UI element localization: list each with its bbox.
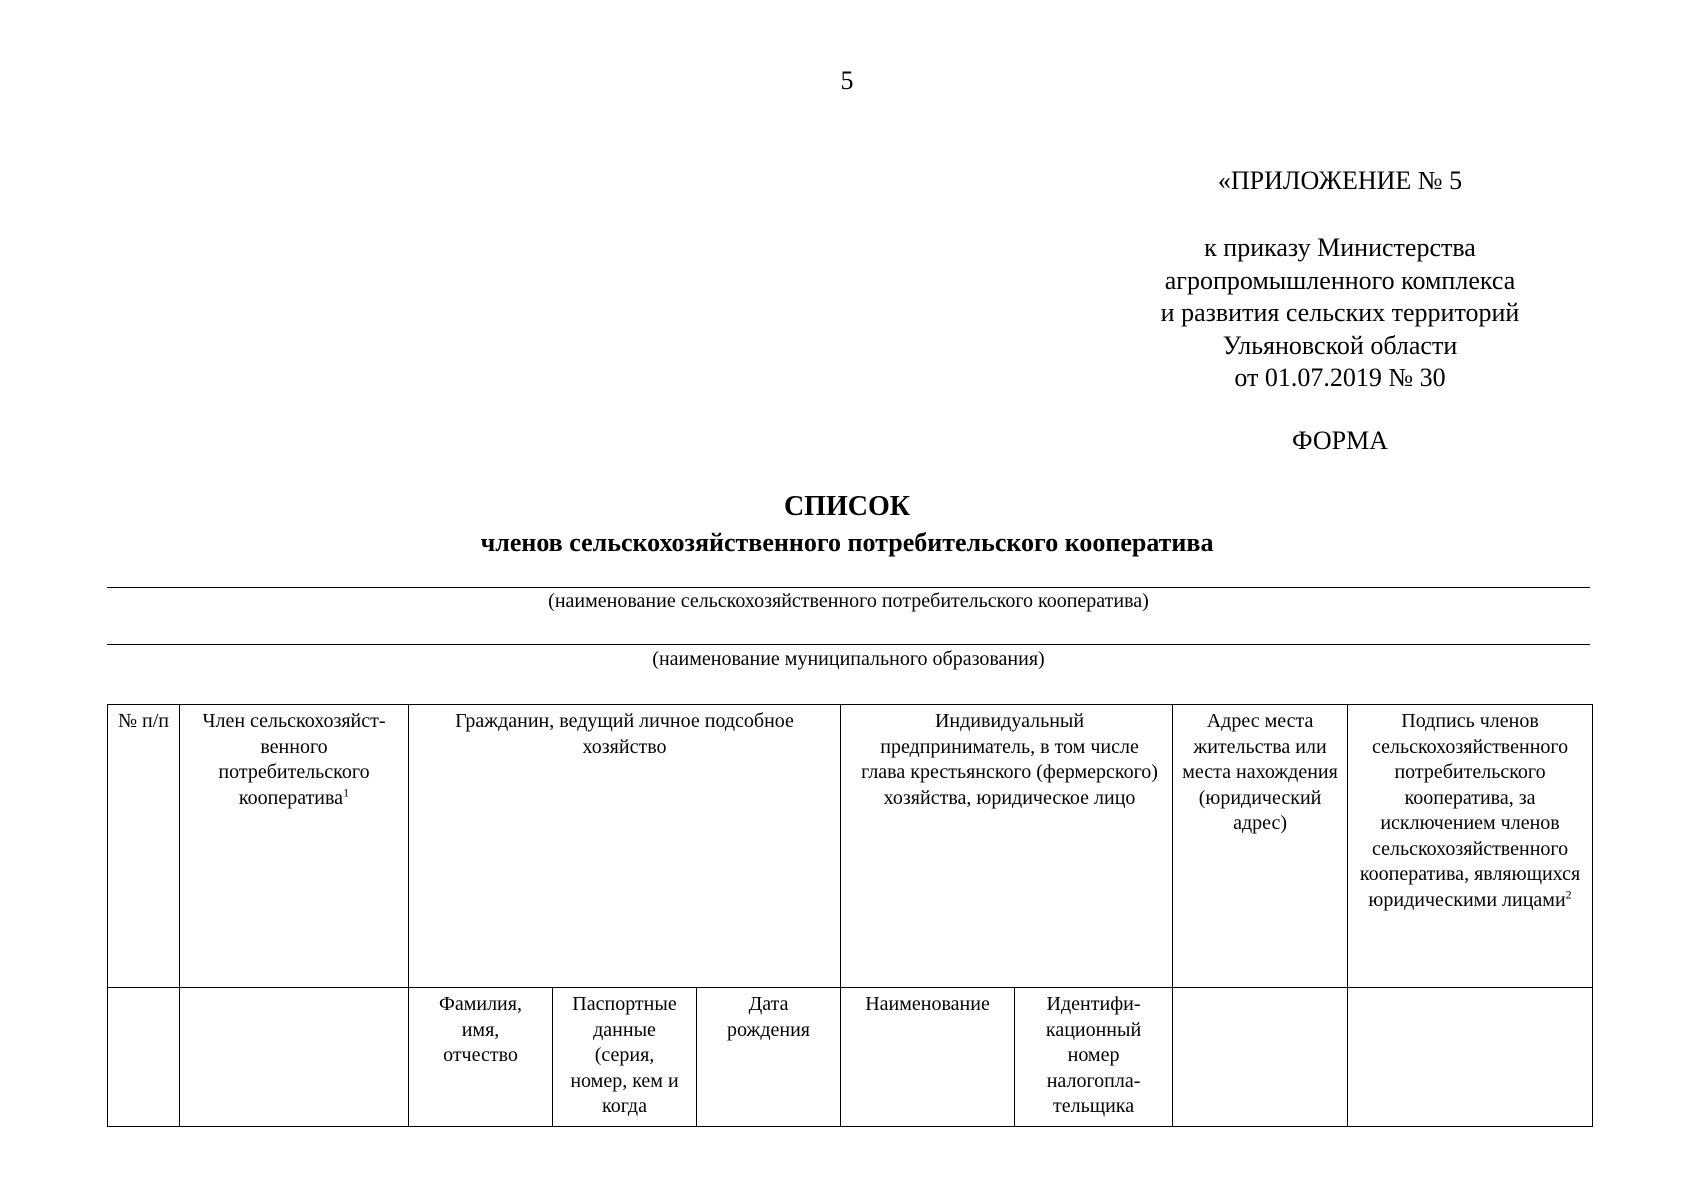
table-cell [1348,988,1593,1127]
header-signature: Подпись членов сельскохозяйственного потребительского кооператива, за исключением членов сельскохозяйственного кооператива, являющихся юридическими лицами$^2$ [1348,705,1593,988]
appendix-order-reference [1150,232,1530,395]
footnote-marker: 2 [1565,886,1572,901]
order-line: к приказу Министерства [1204,233,1476,262]
municipality-name-line [107,644,1590,645]
order-line: Ульяновской области [1222,330,1458,360]
header-member: Член сельскохозяйст-венного потребительского кооператива$^1$ [180,705,409,988]
header-entrepreneur: Индивидуальный предприниматель, в том числе глава крестьянского (фермерского) хозяйства, юридическое лицо [841,705,1173,988]
subheader-passport: Паспортные данные (серия, номер, кем и когда [553,988,697,1127]
subheader-full-name: Фамилия, имя, отчество [409,988,553,1127]
footnote-marker: 1 [343,784,350,799]
table-cell [180,988,409,1127]
header-number: № п/п [108,705,180,988]
subheader-birth-date: Дата рождения [697,988,841,1127]
table-cell [1173,988,1348,1127]
order-line: от 01.07.2019 № 30 [1234,363,1446,392]
cooperative-name-line [107,587,1590,588]
appendix-title: «ПРИЛОЖЕНИЕ № 5 [1217,166,1463,195]
table-subheader-row [108,988,1593,1127]
cooperative-name-caption: (наименование сельскохозяйственного потребительского кооператива) [548,590,1149,612]
subheader-name: Наименование [841,988,1015,1127]
table-cell [108,988,180,1127]
subheader-tax-id: Идентифи-кационный номер налогопла-тельщика [1015,988,1173,1127]
municipality-name-caption: (наименование муниципального образования) [652,648,1045,670]
order-line: агропромышленного комплекса [1164,265,1516,295]
header-citizen: Гражданин, ведущий личное подсобное хозяйство [409,705,841,988]
form-label: ФОРМА [1292,426,1388,455]
header-address: Адрес места жительства или места нахождения (юридический адрес) [1173,705,1348,988]
order-line: и развития сельских территорий [1160,298,1520,327]
document-subtitle: членов сельскохозяйственного потребительского кооператива [480,528,1214,557]
page-number: 5 [840,66,854,95]
document-title: СПИСОК [783,491,911,522]
table-header-row [108,705,1593,988]
members-table [107,704,1593,1127]
